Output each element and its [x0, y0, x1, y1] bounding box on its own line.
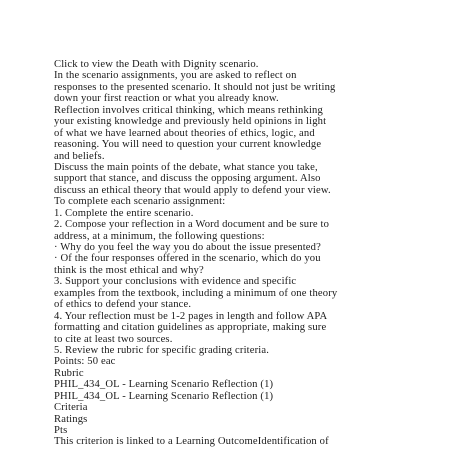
text-line: 3. Support your conclusions with evidence and specific — [54, 276, 297, 288]
text-line: To complete each scenario assignment: — [54, 196, 226, 208]
text-line: to cite at least two sources. — [54, 333, 173, 345]
text-line: responses to the presented scenario. It should not just be writing — [54, 81, 336, 93]
text-line: think is the most ethical and why? — [54, 264, 204, 276]
text-line: This criterion is linked to a Learning OutcomeIdentification of — [54, 436, 329, 448]
text-line: · Of the four responses offered in the scenario, which do you — [54, 253, 321, 265]
text-line: 1. Complete the entire scenario. — [54, 207, 194, 219]
text-line: 4. Your reflection must be 1-2 pages in length and follow APA — [54, 310, 328, 322]
text-line: support that stance, and discuss the opposing argument. Also — [54, 173, 321, 185]
document-body — [54, 59, 450, 448]
text-line: In the scenario assignments, you are asked to reflect on — [54, 70, 297, 82]
text-line: Points: 50 eac — [54, 356, 116, 368]
text-line: down your first reaction or what you already know. — [54, 93, 279, 105]
text-line: formatting and citation guidelines as appropriate, making sure — [54, 322, 327, 334]
text-line: reasoning. You will need to question your current knowledge — [54, 139, 322, 151]
text-line: Criteria — [54, 402, 88, 414]
text-line: PHIL_434_OL - Learning Scenario Reflection (1) — [54, 379, 274, 391]
text-line: · Why do you feel the way you do about the issue presented? — [54, 242, 321, 253]
text-line: Reflection involves critical thinking, which means rethinking — [54, 104, 323, 116]
text-line: address, at a minimum, the following questions: — [54, 230, 265, 242]
text-line: your existing knowledge and previously held opinions in light — [54, 116, 327, 128]
text-line: Click to view the Death with Dignity scenario. — [54, 59, 259, 70]
text-line: of ethics to defend your stance. — [54, 299, 192, 311]
text-line: examples from the textbook, including a minimum of one theory — [54, 287, 338, 299]
text-line: Discuss the main points of the debate, what stance you take, — [54, 161, 318, 173]
text-line: PHIL_434_OL - Learning Scenario Reflection (1) — [54, 390, 274, 402]
text-line: Rubric — [54, 367, 84, 379]
text-line: discuss an ethical theory that would apply to defend your view. — [54, 184, 331, 196]
text-line: 2. Compose your reflection in a Word document and be sure to — [54, 219, 330, 231]
text-line: and beliefs. — [54, 150, 105, 162]
text-line: Pts — [54, 425, 68, 436]
text-line: of what we have learned about theories of ethics, logic, and — [54, 127, 315, 139]
text-line: Ratings — [54, 413, 88, 425]
text-line: 5. Review the rubric for specific grading criteria. — [54, 344, 270, 356]
